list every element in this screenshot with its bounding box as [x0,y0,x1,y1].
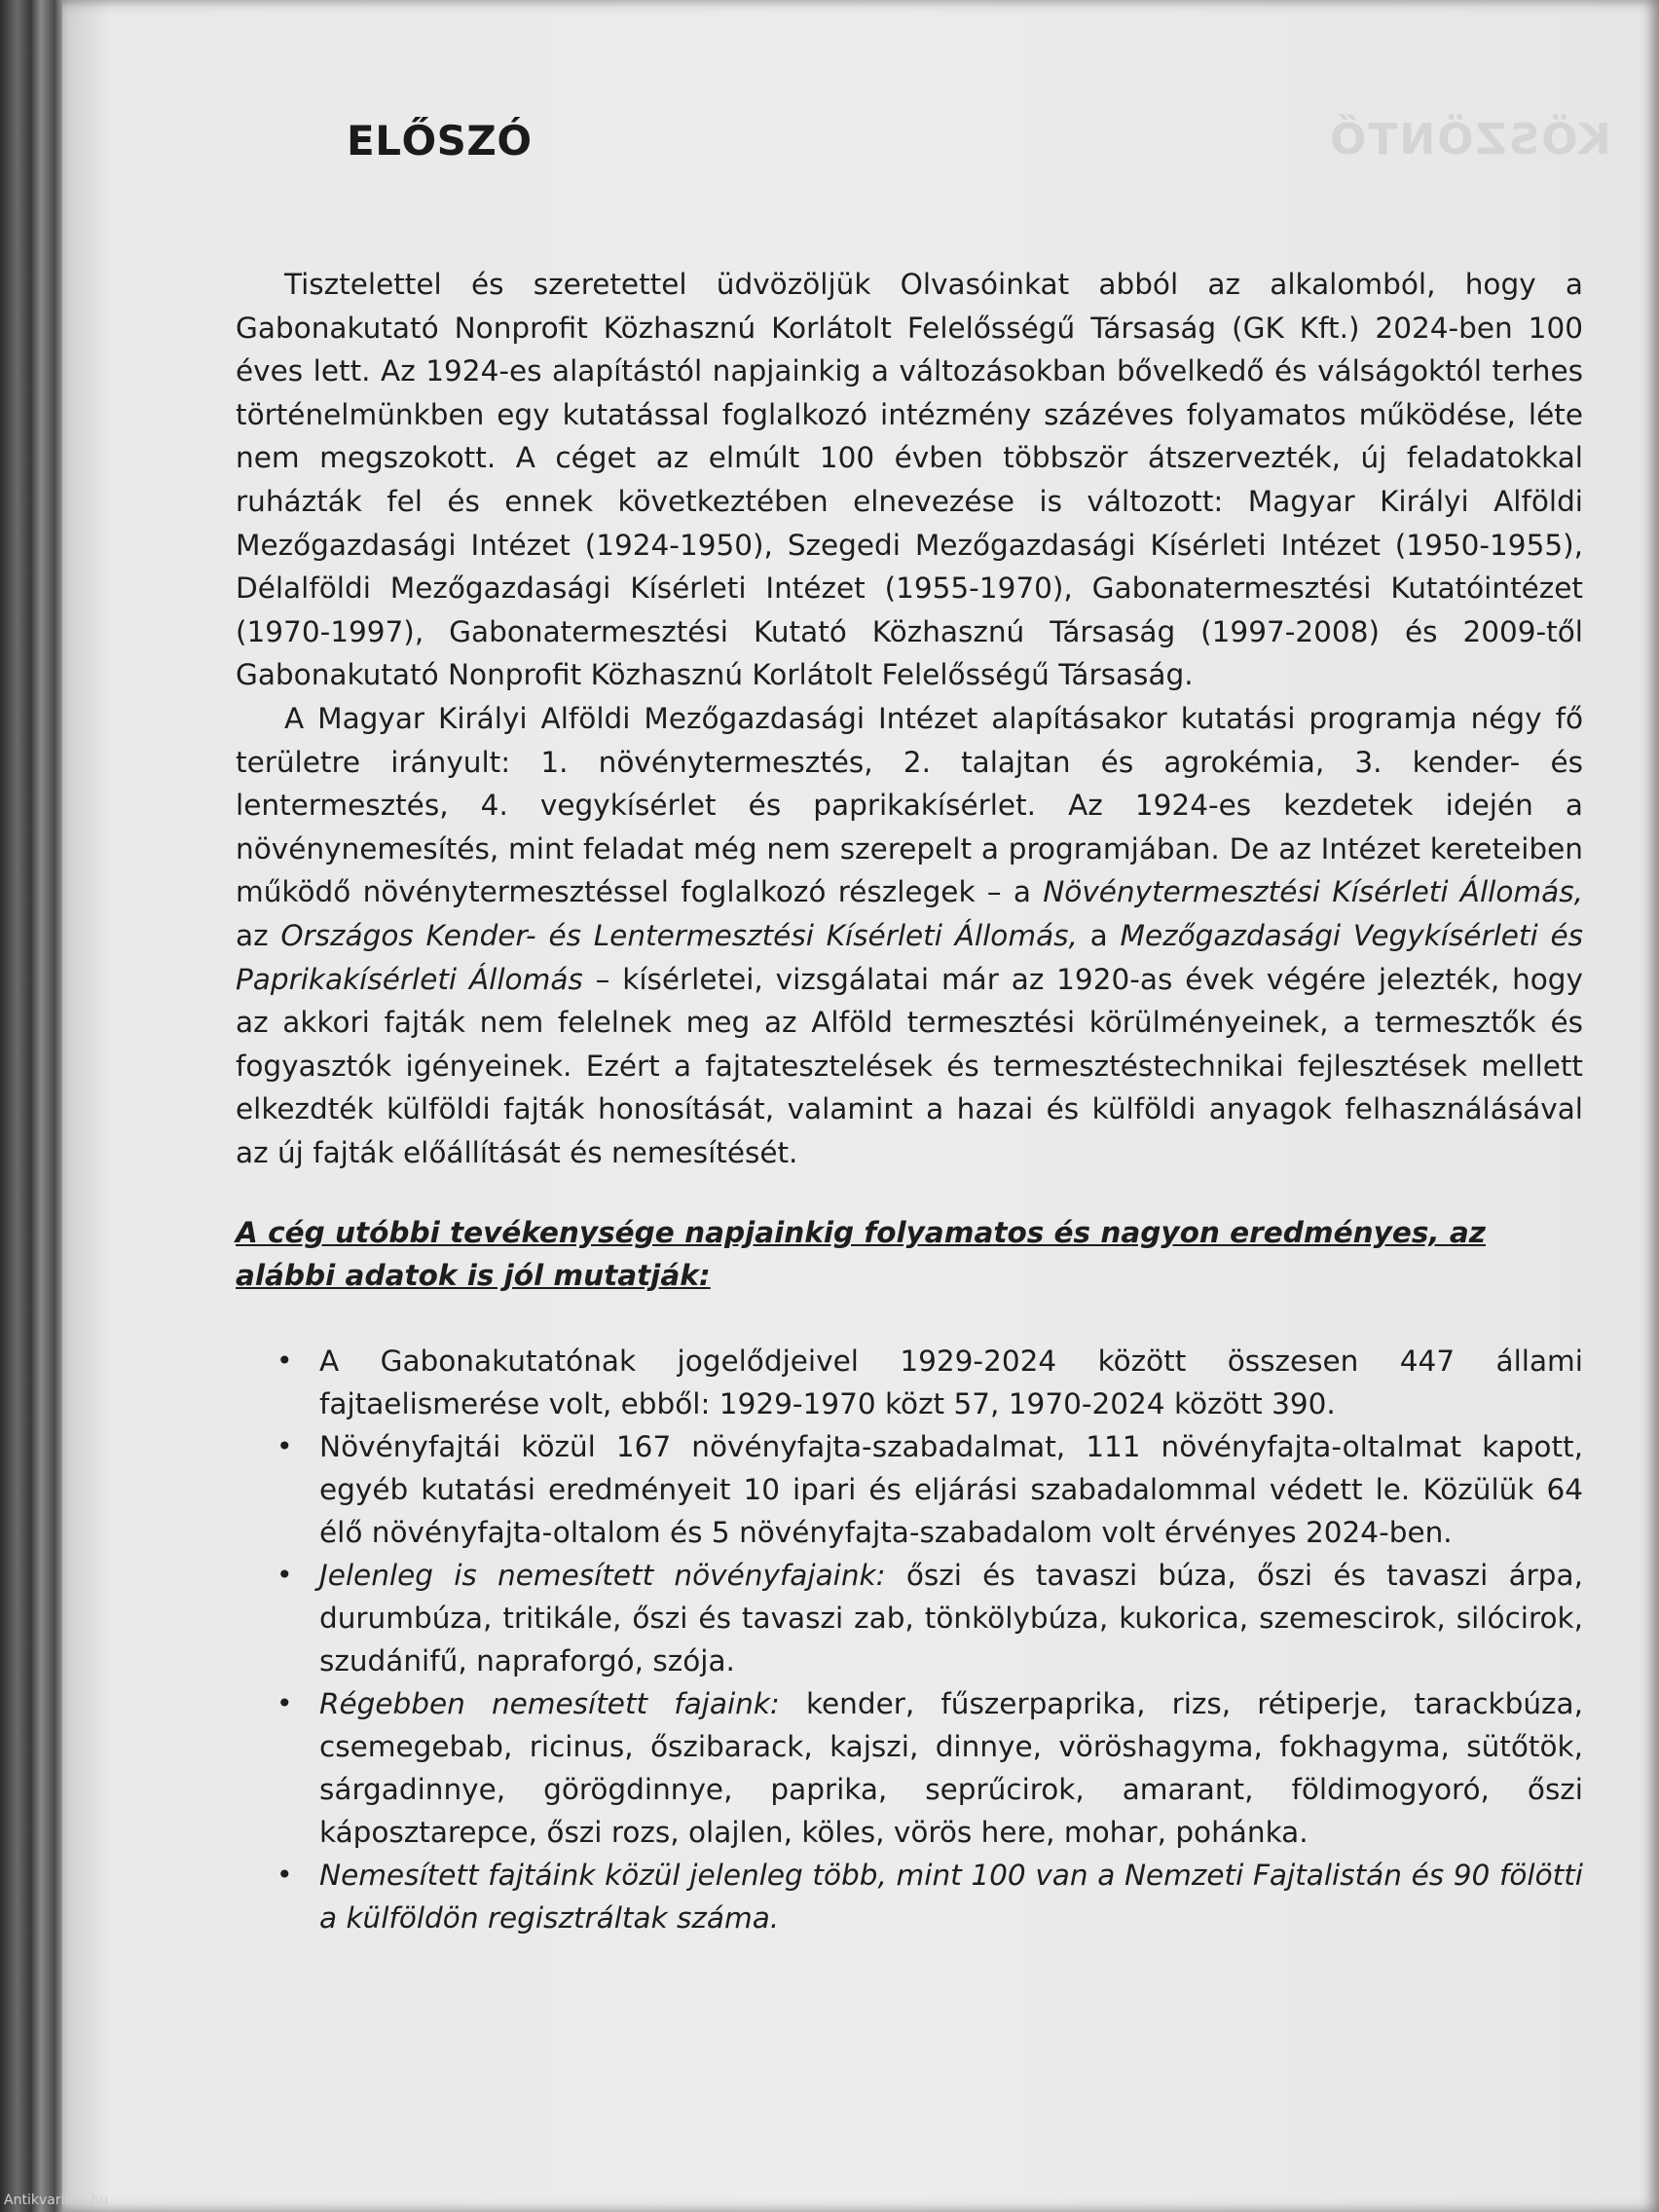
paragraph-2-text-d: – kísérletei, vizsgálatai már az 1920-as évek végére jelezték, hogy az akkori fajták nem felelnek meg az Alföld termesztési körülményeinek, a termesztők és fogyasztók igényeinek. Ezért a fajtatesztelések és termesztéstechnikai fejlesztések mellett elkezdték külföldi fajták honosítását, valamint a hazai és külföldi anyagok felhasználásával az új fajták előállítását és nemesítését. [236,962,1583,1169]
paragraph-2 [236,697,1583,1175]
paragraph-2-text-c: a [1077,918,1121,952]
list-item [236,1682,1583,1854]
paragraph-1-text: Tisztelettel és szeretettel üdvözöljük Olvasóinkat abból az alkalomból, hogy a Gabonakutató Nonprofit Közhasznú Korlátolt Felelősségű Társaság (GK Kft.) 2024-ben 100 éves lett. Az 1924-es alapítástól napjainkig a változásokban bővelkedő és válságoktól terhes történelmünkben egy kutatással foglalkozó intézmény százéves folyamatos működése, léte nem megszokott. A céget az elmúlt 100 évben többször átszervezték, új feladatokkal ruházták fel és ennek következtében elnevezése is változott: Magyar Királyi Alföldi Mezőgazdasági Intézet (1924-1950), Szegedi Mezőgazdasági Kísérleti Intézet (1950-1955), Délalföldi Mezőgazdasági Kísérleti Intézet (1955-1970), Gabonatermesztési Kutatóintézet (1970-1997), Gabonatermesztési Kutató Közhasznú Társaság (1997-2008) és 2009-től Gabonakutató Nonprofit Közhasznú Korlátolt Felelősségű Társaság. [236,268,1583,692]
list-item-label: Régebben nemesített fajaink: [319,1687,780,1721]
bleed-through-title: KÖSZÖNTŐ [1328,115,1611,165]
watermark: Antikvarium.hu [4,2193,109,2208]
paragraph-2-italic-a: Növénytermesztési Kísérleti Állomás, [1043,875,1583,909]
section-heading: A cég utóbbi tevékenysége napjainkig folyamatos és nagyon eredményes, az alábbi adatok is jól mutatják: [236,1216,1486,1293]
list-item-label: Jelenleg is nemesített növényfajaink: [319,1559,886,1593]
paragraph-2-text-a: A Magyar Királyi Alföldi Mezőgazdasági Intézet alapításakor kutatási programja négy fő területre irányult: 1. növénytermesztés, 2. talajtan és agrokémia, 3. kender- és lentermesztés, 4. vegykísérlet és paprikakísérlet. Az 1924-es kezdetek idején a növénynemesítés, mint feladat még nem szerepelt a programjában. De az Intézet kereteiben működő növénytermesztéssel foglalkozó részlegek – a [236,701,1583,909]
list-item-text: Növényfajtái közül 167 növényfajta-szabadalmat, 111 növényfajta-oltalmat kapott, egyéb kutatási eredményeit 10 ipari és eljárási szabadalommal védett le. Közülük 64 élő növényfajta-oltalom és 5 növényfajta-szabadalom volt érvényes 2024-ben. [319,1430,1583,1550]
bullet-icon: • [276,1430,293,1463]
achievements-list [236,1340,1583,1939]
paragraph-1 [236,263,1583,697]
paragraph-2-italic-b: Országos Kender- és Lentermesztési Kísérleti Állomás, [280,918,1078,952]
list-item [236,1554,1583,1682]
list-item-text: A Gabonakutatónak jogelődjeivel 1929-2024 között összesen 447 állami fajtaelismerése volt, ebből: 1929-1970 közt 57, 1970-2024 között 390. [319,1345,1583,1421]
list-item [236,1425,1583,1554]
list-item-text: Nemesített fajtáink közül jelenleg több, mint 100 van a Nemzeti Fajtalistán és 90 fölötti a külföldön regisztráltak száma. [319,1859,1583,1936]
page-title: ELŐSZÓ [347,117,533,165]
bullet-icon: • [276,1345,293,1378]
paragraph-2-text-b: az [236,918,281,952]
document-body [236,263,1583,1939]
bullet-icon: • [276,1859,293,1892]
list-item-text: kender, fűszerpaprika, rizs, rétiperje, tarackbúza, csemegebab, ricinus, őszibarack, kajszi, dinnye, vöröshagyma, fokhagyma, sütőtök, sárgadinnye, görögdinnye, paprika, seprűcirok, amarant, földimogyoró, őszi káposztarepce, őszi rozs, olajlen, köles, vörös here, mohar, pohánka. [319,1687,1583,1850]
list-item [236,1340,1583,1425]
bullet-icon: • [276,1687,293,1720]
bullet-icon: • [276,1559,293,1592]
list-item [236,1854,1583,1939]
list-item-text: őszi és tavaszi búza, őszi és tavaszi árpa, durumbúza, tritikále, őszi és tavaszi zab, tönkölybúza, kukorica, szemescirok, silócirok, szudánifű, napraforgó, szója. [319,1559,1583,1678]
background-photo-edge [0,0,68,2212]
paragraph-2-italic-c: Mezőgazdasági Vegykísérleti és Paprikakísérleti Állomás [236,918,1583,996]
